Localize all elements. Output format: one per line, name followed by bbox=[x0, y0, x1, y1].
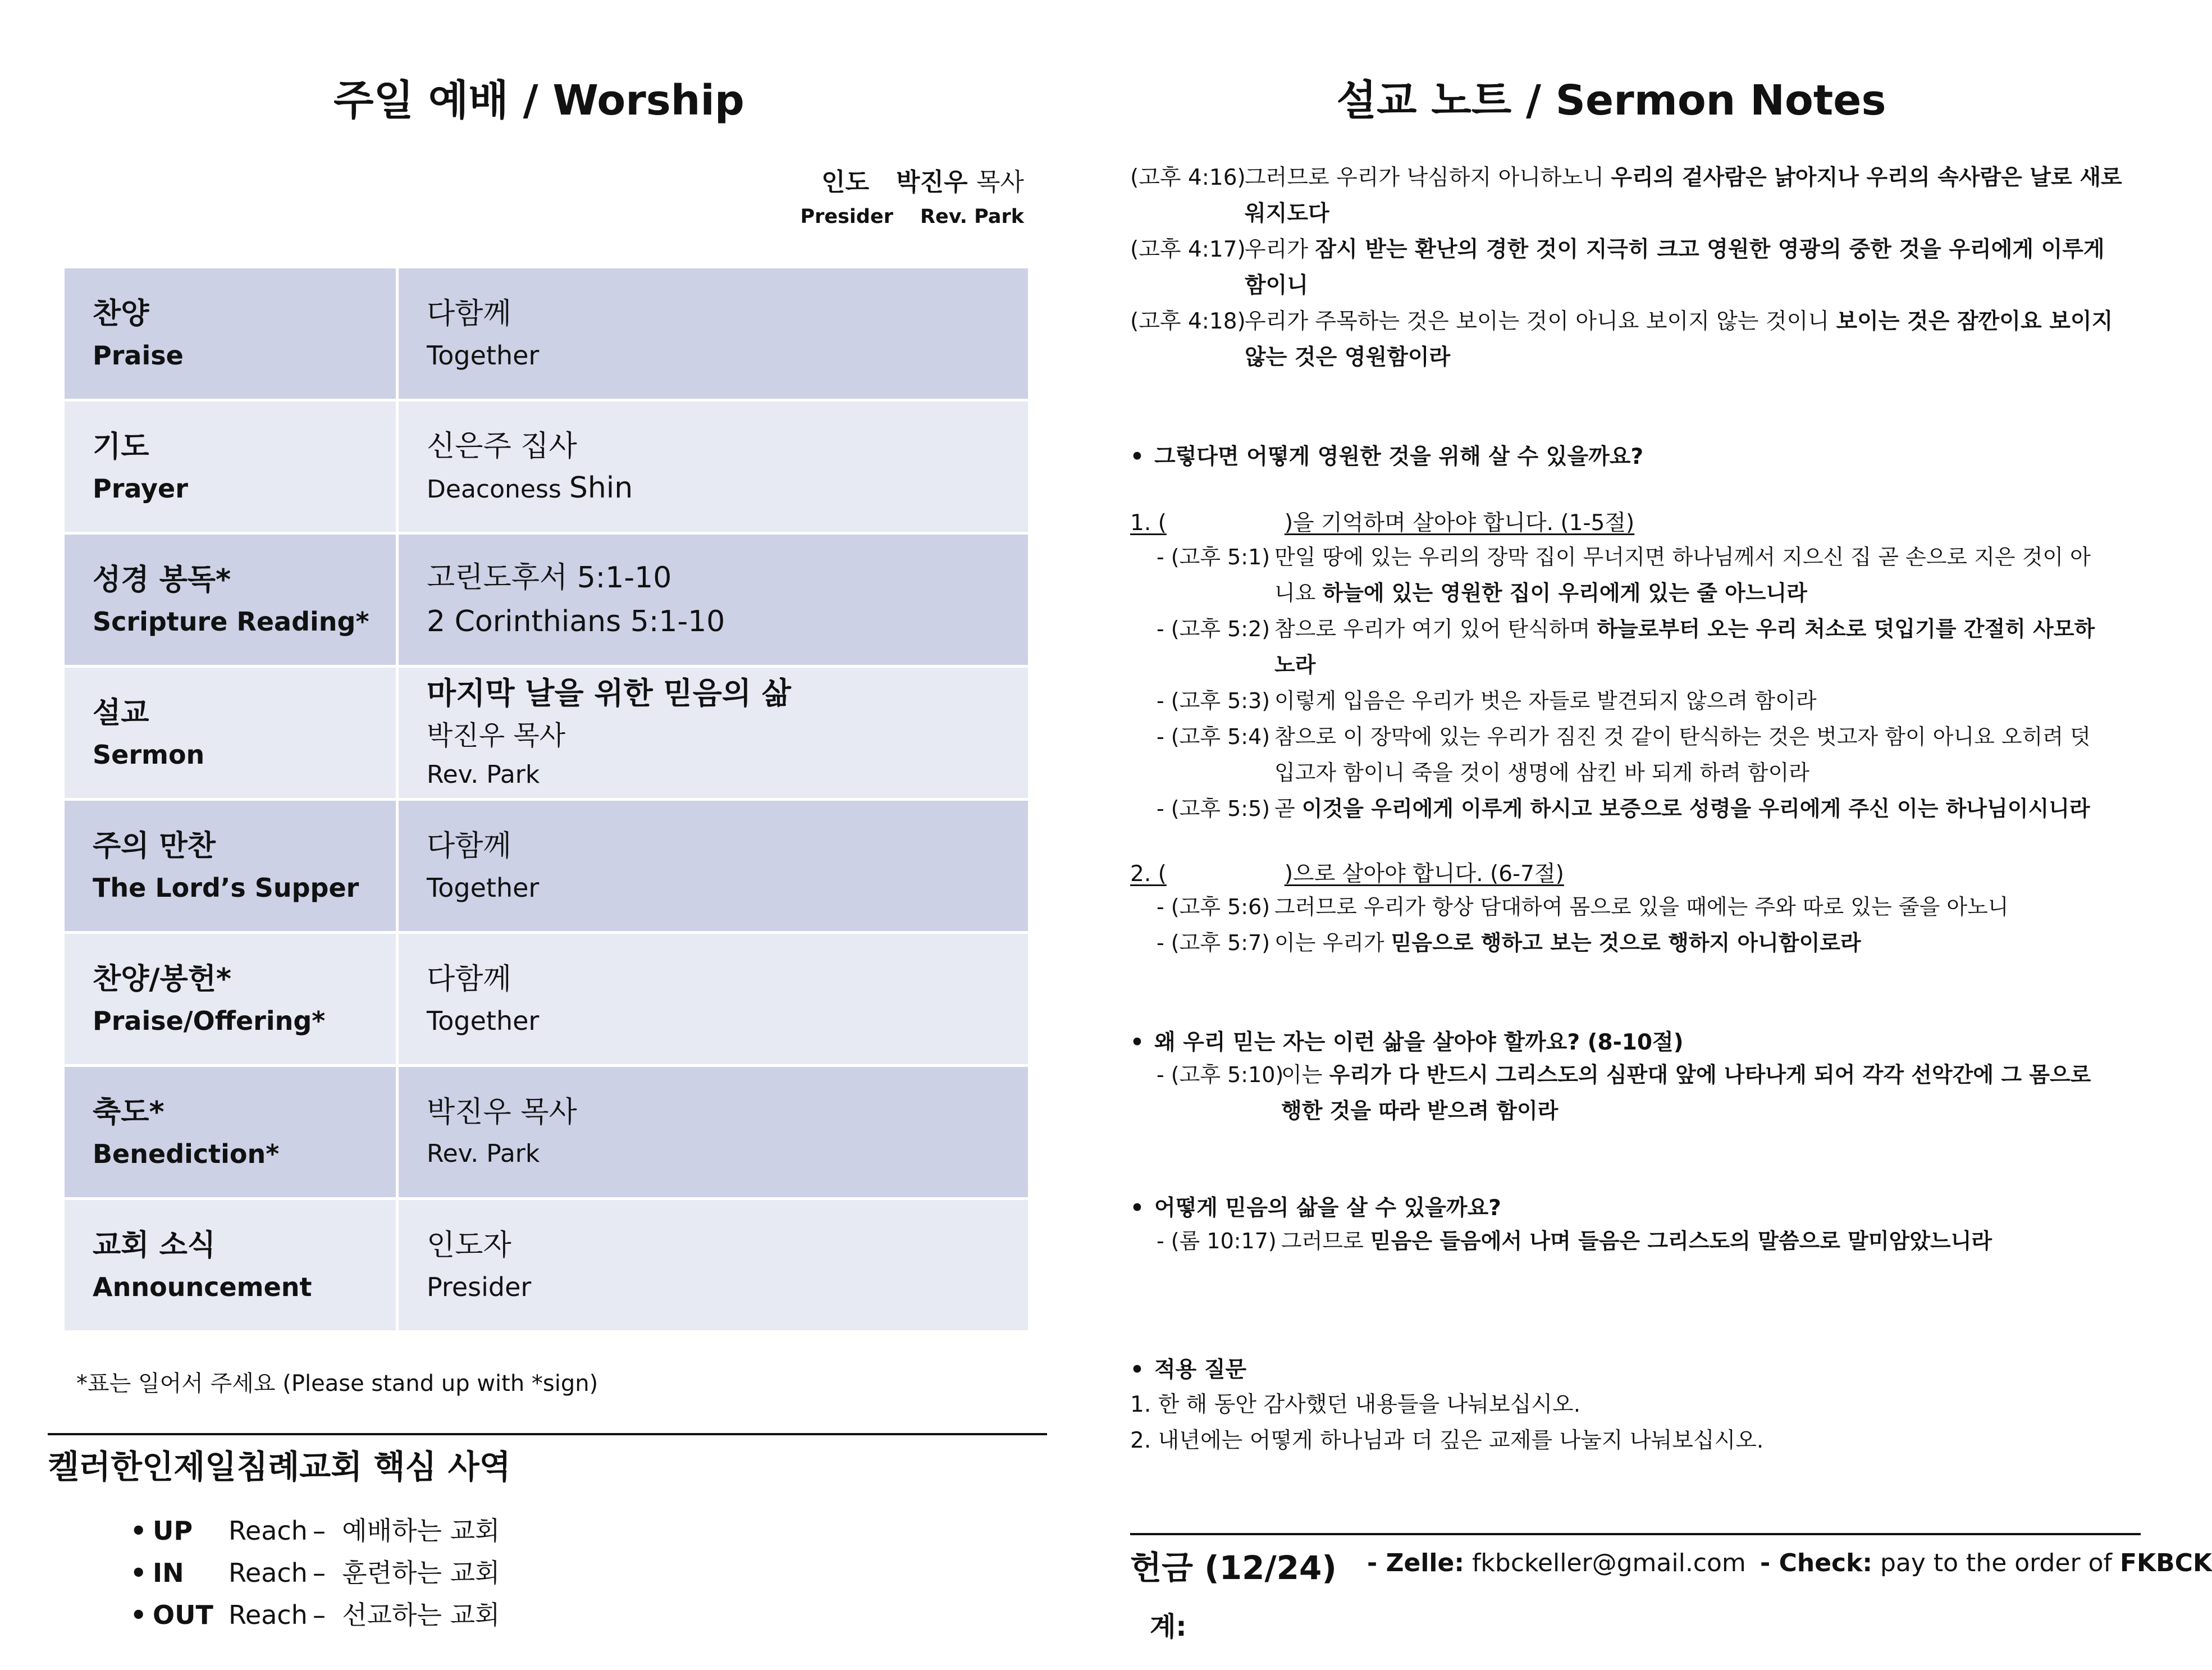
verse-ref: - (고후 5:1) bbox=[1157, 545, 1270, 569]
leader-ko: 신은주 집사 bbox=[427, 429, 577, 463]
table-row bbox=[63, 800, 1030, 933]
verse-ref: - (고후 5:5) bbox=[1157, 796, 1270, 821]
leader-en bbox=[427, 468, 1028, 509]
item-en: Benediction* bbox=[93, 1139, 280, 1169]
offering-title: 헌금 (12/24) bbox=[1130, 1549, 1337, 1587]
leader-cell bbox=[397, 1199, 1030, 1332]
question-2 bbox=[1130, 1025, 1684, 1056]
verse-item bbox=[1157, 1057, 2111, 1129]
leader-en: Together bbox=[427, 340, 540, 371]
item-ko: 성경 봉독* bbox=[93, 563, 231, 597]
apply-question: 2. 내년에는 어떻게 하나님과 더 깊은 교제를 나눌지 나눠보십시오. bbox=[1130, 1428, 1764, 1453]
item-cell bbox=[63, 1066, 397, 1199]
verse-text: 참으로 이 장막에 있는 우리가 짐진 것 같이 탄식하는 것은 벗고자 함이 아니요 오히려 덧입고자 함이니 죽을 것이 생명에 삼킨 바 되게 하려 함이라 bbox=[1274, 724, 2091, 785]
order-of-worship-table bbox=[62, 266, 1031, 1333]
scripture-en: 2 Corinthians 5:1-10 bbox=[427, 605, 725, 638]
presider-block bbox=[800, 162, 1024, 228]
item-en: Prayer bbox=[93, 473, 188, 504]
leader-cell bbox=[397, 400, 1030, 533]
table-row bbox=[63, 267, 1030, 400]
verse-ref: (고후 4:18) bbox=[1130, 309, 1246, 334]
verse-ref: - (고후 5:10) bbox=[1157, 1062, 1284, 1087]
scripture-ko: 고린도후서 5:1-10 bbox=[427, 561, 672, 595]
verse-text: 그러므로 bbox=[1281, 1229, 1370, 1253]
divider bbox=[48, 1433, 1047, 1435]
item-cell bbox=[63, 933, 397, 1066]
verse-item bbox=[1157, 889, 2111, 925]
leader-en: Together bbox=[427, 1006, 540, 1036]
verse-text: 우리가 주목하는 것은 보이는 것이 아니요 보이지 않는 것이니 bbox=[1245, 309, 1836, 334]
leader-en-title: Deaconess bbox=[427, 474, 569, 504]
verse-bold: 하늘에 있는 영원한 집이 우리에게 있는 줄 아느니라 bbox=[1322, 581, 1807, 605]
verse-text: 우리가 bbox=[1245, 237, 1315, 262]
verse-text: 이는 bbox=[1281, 1062, 1329, 1087]
mission-desc: 훈련하는 교회 bbox=[342, 1558, 500, 1588]
mission-item bbox=[130, 1595, 500, 1632]
item-ko: 주의 만찬 bbox=[93, 829, 216, 863]
verse-ref: (고후 4:17) bbox=[1130, 237, 1246, 262]
verse-item bbox=[1157, 539, 2111, 611]
leader-ko: 다함께 bbox=[427, 962, 511, 996]
point-2 bbox=[1130, 856, 1564, 888]
offering-total-label: 계: bbox=[1150, 1611, 1187, 1642]
check-text: pay to the order of bbox=[1880, 1549, 2120, 1577]
question-1 bbox=[1130, 439, 1643, 471]
mission-desc: 예배하는 교회 bbox=[342, 1516, 500, 1546]
question-4 bbox=[1130, 1352, 1246, 1384]
leader-ko: 인도자 bbox=[427, 1229, 511, 1262]
item-en: The Lord’s Supper bbox=[93, 873, 359, 903]
presider-label-en: Presider bbox=[800, 206, 893, 228]
intro-verse bbox=[1130, 304, 2129, 376]
verse-text: 그러므로 우리가 항상 담대하여 몸으로 있을 때에는 주와 따로 있는 줄을 아노니 bbox=[1274, 895, 2009, 919]
verse-bold: 하늘로부터 오는 우리 처소로 덧입기를 간절히 사모하노라 bbox=[1274, 617, 2095, 677]
mission-desc: 선교하는 교회 bbox=[342, 1600, 500, 1630]
verse-ref: - (고후 5:2) bbox=[1157, 617, 1270, 641]
mission-reach: Reach bbox=[228, 1600, 308, 1630]
item-ko: 축도* bbox=[93, 1096, 164, 1129]
leader-cell bbox=[397, 533, 1030, 667]
verse-item bbox=[1157, 719, 2111, 791]
leader-cell bbox=[397, 933, 1030, 1066]
bullet-icon: • bbox=[1130, 444, 1144, 469]
item-cell bbox=[63, 533, 397, 667]
leader-cell bbox=[397, 267, 1030, 400]
leader-cell bbox=[397, 1066, 1030, 1199]
point-text: )을 기억하며 살아야 합니다. (1-5절) bbox=[1284, 510, 1635, 536]
leader-en: Rev. Park bbox=[427, 760, 540, 789]
item-cell bbox=[63, 267, 397, 400]
bullet-icon: • bbox=[130, 1516, 147, 1546]
bullet-icon: • bbox=[130, 1600, 147, 1630]
point-num: 2. ( bbox=[1130, 861, 1167, 887]
zelle-email: fkbckeller@gmail.com bbox=[1471, 1549, 1746, 1577]
question-text: 그렇다면 어떻게 영원한 것을 위해 살 수 있을까요? bbox=[1154, 444, 1644, 469]
item-cell bbox=[63, 400, 397, 533]
verse-text: 이렇게 입음은 우리가 벗은 자들로 발견되지 않으려 함이라 bbox=[1274, 688, 1817, 713]
bullet-icon: • bbox=[1130, 1030, 1144, 1055]
leader-ko: 다함께 bbox=[427, 829, 511, 863]
divider bbox=[1130, 1533, 2141, 1535]
leader-cell bbox=[397, 800, 1030, 933]
table-row bbox=[63, 1199, 1030, 1332]
verse-ref: (고후 4:16) bbox=[1130, 165, 1246, 190]
bullet-icon: • bbox=[130, 1558, 147, 1588]
table-row bbox=[63, 400, 1030, 533]
check-payee: FKBCK bbox=[2119, 1549, 2212, 1577]
worship-title: 주일 예배 / Worship bbox=[333, 76, 744, 125]
item-en: Praise bbox=[93, 340, 184, 371]
leader-ko: 박진우 목사 bbox=[427, 1096, 577, 1129]
item-en: Announcement bbox=[93, 1272, 312, 1302]
sermon-title: 마지막 날을 위한 믿음의 삶 bbox=[427, 676, 792, 711]
mission-reach: Reach bbox=[228, 1558, 308, 1588]
leader-en: Rev. Park bbox=[427, 1139, 540, 1168]
table-row bbox=[63, 667, 1030, 800]
leader-ko: 다함께 bbox=[427, 297, 511, 331]
stand-note: *표는 일어서 주세요 (Please stand up with *sign) bbox=[76, 1371, 598, 1397]
mission-item bbox=[130, 1511, 500, 1548]
item-ko: 설교 bbox=[93, 696, 149, 730]
bullet-icon: • bbox=[1130, 1196, 1144, 1221]
mission-dash: – bbox=[313, 1516, 326, 1546]
question-text: 왜 우리 믿는 자는 이런 삶을 살아야 할까요? (8-10절) bbox=[1154, 1030, 1684, 1055]
verse-bold: 우리의 겉사람은 낡아지나 우리의 속사람은 날로 새로워지도다 bbox=[1245, 165, 2122, 226]
leader-cell bbox=[397, 667, 1030, 800]
item-en: Scripture Reading* bbox=[93, 606, 369, 637]
intro-verse bbox=[1130, 160, 2129, 232]
check-label: - Check: bbox=[1760, 1549, 1872, 1577]
table-row bbox=[63, 1066, 1030, 1199]
item-ko: 교회 소식 bbox=[93, 1229, 216, 1262]
presider-name-en: Rev. Park bbox=[920, 206, 1024, 228]
sermon-notes-title: 설교 노트 / Sermon Notes bbox=[1336, 76, 1886, 125]
verse-ref: - (고후 5:3) bbox=[1157, 688, 1270, 713]
mission-key: IN bbox=[153, 1558, 184, 1588]
verse-text: 그러므로 우리가 낙심하지 아니하노니 bbox=[1245, 165, 1611, 190]
zelle-info bbox=[1367, 1549, 1746, 1577]
leader-en-name: Shin bbox=[569, 471, 633, 505]
mission-item bbox=[130, 1553, 500, 1590]
mission-dash: – bbox=[313, 1558, 326, 1588]
item-cell bbox=[63, 1199, 397, 1332]
item-ko: 찬양/봉헌* bbox=[93, 962, 232, 996]
verse-bold: 보이는 것은 잠깐이요 보이지 않는 것은 영원함이라 bbox=[1245, 309, 2113, 370]
verse-item bbox=[1157, 683, 2111, 719]
item-ko: 찬양 bbox=[93, 297, 149, 331]
verse-bold: 믿음으로 행하고 보는 것으로 행하지 아니함이로라 bbox=[1391, 930, 1861, 955]
leader-ko: 박진우 목사 bbox=[427, 720, 566, 751]
table-row bbox=[63, 933, 1030, 1066]
question-3 bbox=[1130, 1190, 1501, 1222]
apply-question: 1. 한 해 동안 감사했던 내용들을 나눠보십시오. bbox=[1130, 1392, 1581, 1417]
question-text: 적용 질문 bbox=[1154, 1357, 1247, 1382]
verse-item bbox=[1157, 1223, 2111, 1259]
leader-en: Together bbox=[427, 873, 540, 903]
mission-dash: – bbox=[313, 1600, 326, 1630]
mission-key: UP bbox=[153, 1516, 193, 1546]
item-cell bbox=[63, 800, 397, 933]
point-1 bbox=[1130, 505, 1634, 537]
point-text: )으로 살아야 합니다. (6-7절) bbox=[1284, 861, 1564, 887]
mission-key: OUT bbox=[153, 1600, 213, 1630]
item-en: Sermon bbox=[93, 740, 205, 770]
verse-item bbox=[1157, 611, 2111, 683]
verse-bold: 믿음은 들음에서 나며 들음은 그리스도의 말씀으로 말미암았느니라 bbox=[1370, 1229, 1992, 1253]
presider-name-ko: 박진우 bbox=[896, 168, 968, 197]
verse-text: 이는 우리가 bbox=[1274, 930, 1391, 955]
bullet-icon: • bbox=[1130, 1357, 1144, 1382]
question-text: 어떻게 믿음의 삶을 살 수 있을까요? bbox=[1154, 1196, 1501, 1221]
mission-reach: Reach bbox=[228, 1516, 308, 1546]
verse-item bbox=[1157, 791, 2111, 827]
verse-bold: 잠시 받는 환난의 경한 것이 지극히 크고 영원한 영광의 중한 것을 우리에게 이루게 함이니 bbox=[1245, 237, 2105, 298]
verse-text: 만일 땅에 있는 우리의 장막 집이 무너지면 하나님께서 지으신 집 곧 손으로 지은 것이 아니요 bbox=[1274, 545, 2091, 605]
item-ko: 기도 bbox=[93, 430, 149, 464]
point-num: 1. ( bbox=[1130, 510, 1167, 536]
table-row bbox=[63, 533, 1030, 667]
verse-ref: - (롬 10:17) bbox=[1157, 1229, 1277, 1253]
mission-title: 켈러한인제일침례교회 핵심 사역 bbox=[48, 1448, 511, 1486]
item-en: Praise/Offering* bbox=[93, 1006, 326, 1036]
leader-en: Presider bbox=[427, 1272, 532, 1302]
zelle-label: - Zelle: bbox=[1367, 1549, 1464, 1577]
presider-label-ko: 인도 bbox=[821, 168, 870, 197]
verse-ref: - (고후 5:4) bbox=[1157, 724, 1270, 749]
item-cell bbox=[63, 667, 397, 800]
intro-verse bbox=[1130, 232, 2129, 304]
verse-text: 참으로 우리가 여기 있어 탄식하며 bbox=[1274, 617, 1597, 641]
verse-ref: - (고후 5:6) bbox=[1157, 895, 1270, 919]
verse-ref: - (고후 5:7) bbox=[1157, 930, 1270, 955]
presider-title-ko: 목사 bbox=[976, 168, 1024, 197]
verse-bold: 이것을 우리에게 이루게 하시고 보증으로 성령을 우리에게 주신 이는 하나님이시니라 bbox=[1301, 796, 2090, 821]
verse-item bbox=[1157, 925, 2111, 961]
check-info bbox=[1760, 1549, 2212, 1577]
verse-bold: 우리가 다 반드시 그리스도의 심판대 앞에 나타나게 되어 각각 선악간에 그 몸으로 행한 것을 따라 받으려 함이라 bbox=[1281, 1062, 2091, 1123]
verse-text: 곧 bbox=[1274, 796, 1302, 821]
